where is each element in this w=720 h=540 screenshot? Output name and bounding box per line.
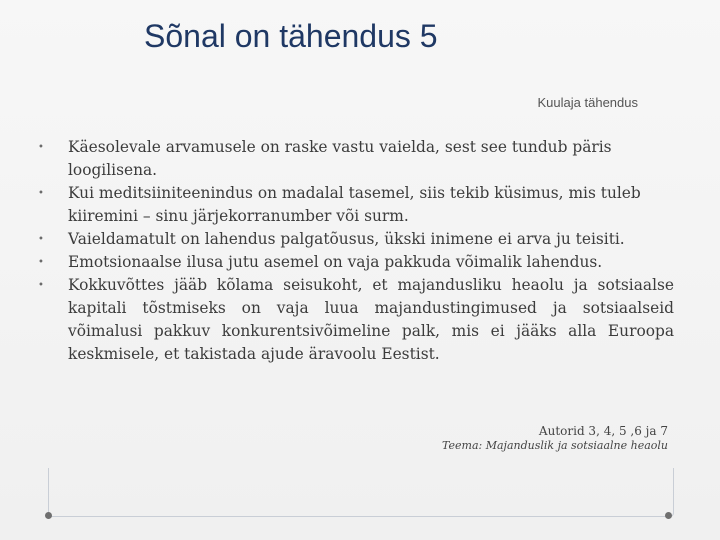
slide-subtitle: Kuulaja tähendus — [537, 95, 638, 110]
bullet-text: Käesolevale arvamusele on raske vastu vaielda, sest see tundub päris loogilisena. — [68, 138, 612, 179]
bullet-item — [38, 136, 674, 182]
bullet-text: Emotsionaalse ilusa jutu asemel on vaja pakkuda võimalik lahendus. — [68, 253, 603, 271]
decorative-dot — [665, 512, 672, 519]
bullet-marker: • — [38, 257, 44, 268]
authors-note: Autorid 3, 4, 5 ,6 ja 7 — [538, 424, 668, 438]
topic-note: Teema: Majanduslik ja sotsiaalne heaolu — [442, 439, 668, 452]
decorative-dot — [45, 512, 52, 519]
bullet-item — [38, 274, 674, 366]
bullet-list — [38, 136, 674, 366]
bullet-marker: • — [38, 142, 44, 153]
bullet-text: Kokkuvõttes jääb kõlama seisukoht, et majandusliku heaolu ja sotsiaalse kapitali tõstmiseks on vaja luua majandustingimused ja sotsiaalseid võimalusi pakkuv konkurentsivõimeline palk, mis ei jääks alla Euroopa keskmisele, et takistada ajude äravoolu Eestist. — [68, 276, 674, 363]
bullet-marker: • — [38, 280, 44, 291]
bullet-text: Vaieldamatult on lahendus palgatõusus, ükski inimene ei arva ju teisiti. — [68, 230, 625, 248]
slide-frame-decoration — [48, 468, 674, 517]
bullet-item — [38, 251, 674, 274]
bullet-item — [38, 228, 674, 251]
bullet-marker: • — [38, 234, 44, 245]
bullet-item — [38, 182, 674, 228]
bullet-text: Kui meditsiiniteenindus on madalal tasemel, siis tekib küsimus, mis tuleb kiiremini – sinu järjekorranumber või surm. — [68, 184, 641, 225]
slide-title: Sõnal on tähendus 5 — [144, 18, 438, 54]
bullet-marker: • — [38, 188, 44, 199]
